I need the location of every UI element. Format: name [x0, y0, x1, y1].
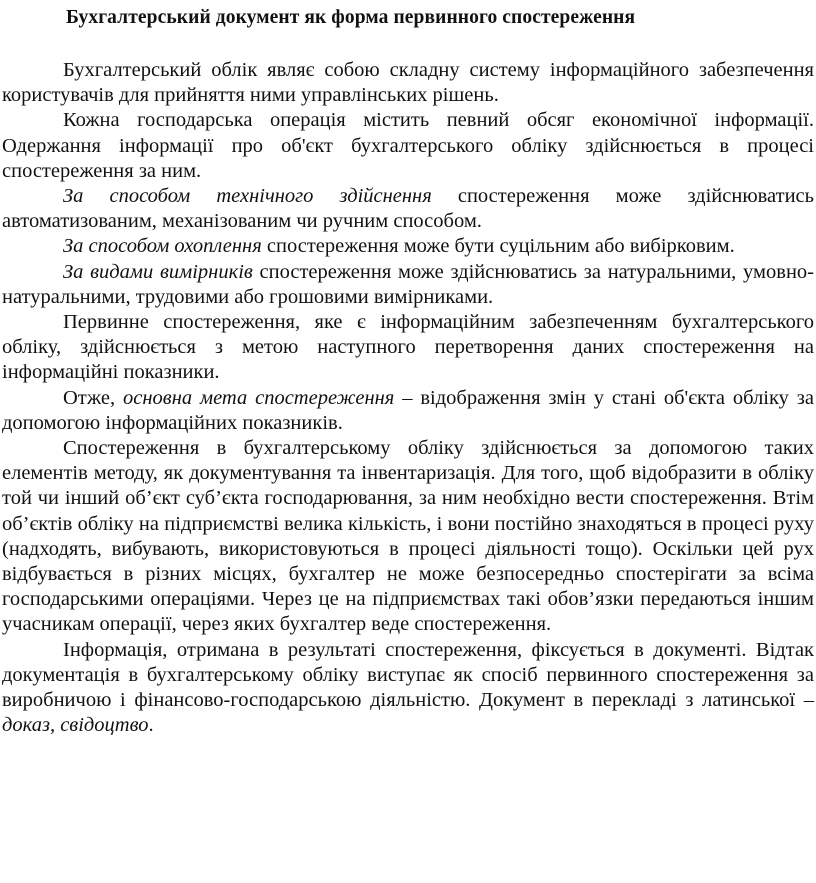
- document-page: [0, 6, 816, 883]
- paragraph-text: спостереження може здійснюватись за натуральними, умовно-натуральними, трудовими або грошовими вимірниками.: [2, 260, 814, 308]
- paragraph-text: спостереження може здійснюватись автоматизованим, механізованим чи ручним способом.: [2, 185, 815, 233]
- paragraph: [2, 638, 814, 739]
- paragraph-text: Бухгалтерський облік являє собою складну систему інформаційного забезпечення користувачів для прийняття ними управлінських рішень.: [2, 59, 814, 107]
- paragraph-text: Інформація, отримана в результаті спостереження, фіксується в документі. Відтак документація в бухгалтерському обліку виступає як спосіб первинного спостереження за виробничою і фінансово-господарською діяльністю. Документ в перекладі з латинської –: [2, 638, 814, 712]
- italic-term: доказ, свідоцтво: [2, 714, 149, 737]
- italic-term: За способом охоплення: [63, 235, 262, 258]
- paragraph: [2, 436, 814, 638]
- paragraph: [2, 310, 814, 386]
- paragraph-text: спостереження може бути суцільним або вибірковим.: [261, 235, 735, 258]
- paragraph-text: .: [148, 714, 154, 737]
- title-spacer: [2, 30, 814, 58]
- paragraph-text: Спостереження в бухгалтерському обліку здійснюється за допомогою таких елементів методу, як документування та інвентаризація. Для того, щоб відобразити в обліку той чи інший об’єкт суб’єкта господарювання, за ним необхідно вести спостереження. Втім об’єктів обліку на підприємстві велика кількість, і вони постійно знаходяться в процесі руху (надходять, вибувають, використовуються в процесі діяльності тощо). Оскільки цей рух відбувається в різних місцях, бухгалтер не може безпосередньо спостерігати за всіма господарськими операціями. Через це на підприємствах такі обов’язки передаються іншим учасникам операції, через яких бухгалтер веде спостереження.: [2, 437, 814, 636]
- paragraph-text: Отже,: [63, 386, 124, 409]
- document-title: Бухгалтерський документ як форма первинного спостереження: [66, 7, 636, 28]
- paragraph-text: Кожна господарська операція містить певний обсяг економічної інформації. Одержання інформації про об'єкт бухгалтерського обліку здійснюється в процесі спостереження за ним.: [2, 109, 814, 182]
- document-body: [2, 58, 814, 738]
- italic-term: За видами вимірників: [63, 260, 253, 283]
- paragraph: [2, 58, 814, 108]
- paragraph: [2, 386, 814, 436]
- paragraph: [2, 260, 814, 310]
- paragraph: [2, 234, 814, 259]
- italic-term: основна мета спостереження: [123, 386, 395, 409]
- paragraph-text: – відображення змін у стані об'єкта обліку за допомогою інформаційних показників.: [2, 386, 814, 434]
- italic-term: За способом технічного здійснення: [63, 185, 432, 208]
- paragraph-text: Первинне спостереження, яке є інформаційним забезпеченням бухгалтерського обліку, здійснюється з метою наступного перетворення даних спостереження на інформаційні показники.: [2, 311, 814, 384]
- paragraph: [2, 108, 814, 184]
- paragraph: [2, 184, 814, 234]
